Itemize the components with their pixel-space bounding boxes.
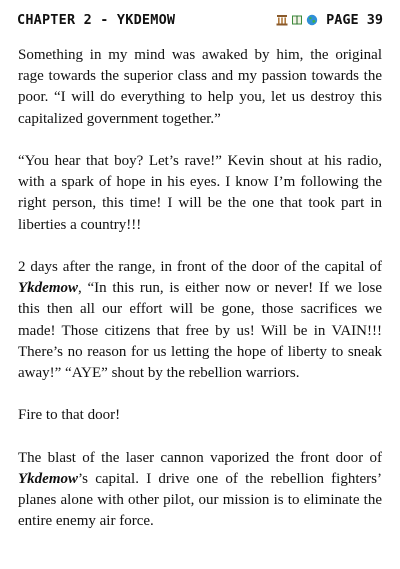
book-icon [291,14,303,26]
paragraph: “You hear that boy? Let’s rave!” Kevin shout at his radio, with a spark of hope in his eyes. I know I’m following the right person, this time! I will be the one that took part in liberties a country!!! [18,153,382,233]
body-text [18,45,382,554]
paragraph: The blast of the laser cannon vaporized the front door of Ykdemow’s capital. I drive one of the rebellion fighters’ planes alone with other pilot, our mission is to eliminate the entire enemy air force. [18,449,382,530]
place-name: Ykdemow [18,280,78,297]
paragraph: Fire to that door! [18,407,121,424]
chapter-title: CHAPTER 2 - YKDEMOW [17,12,176,28]
temple-icon [276,14,288,26]
page-header [17,9,383,31]
place-name: Ykdemow [18,471,78,487]
paragraph: Something in my mind was awaked by him, the original rage towards the superior class and my passion towards the poor. “I will do everything to help you, let us destroy this capitalized government together.” [18,47,382,127]
globe-icon [306,14,318,26]
paragraph: 2 days after the range, in front of the door of the capital of Ykdemow, “In this run, is either now or never! If we lose this then all our effort will be gone, those sacrifices we made! Those citizens that free by us! Will be in VAIN!!! There’s no reason for us letting the hope of liberty to sneak away!” “AYE” shout by the rebellion warriors. [18,259,382,382]
header-right [276,12,383,28]
page-number: PAGE 39 [326,12,383,28]
